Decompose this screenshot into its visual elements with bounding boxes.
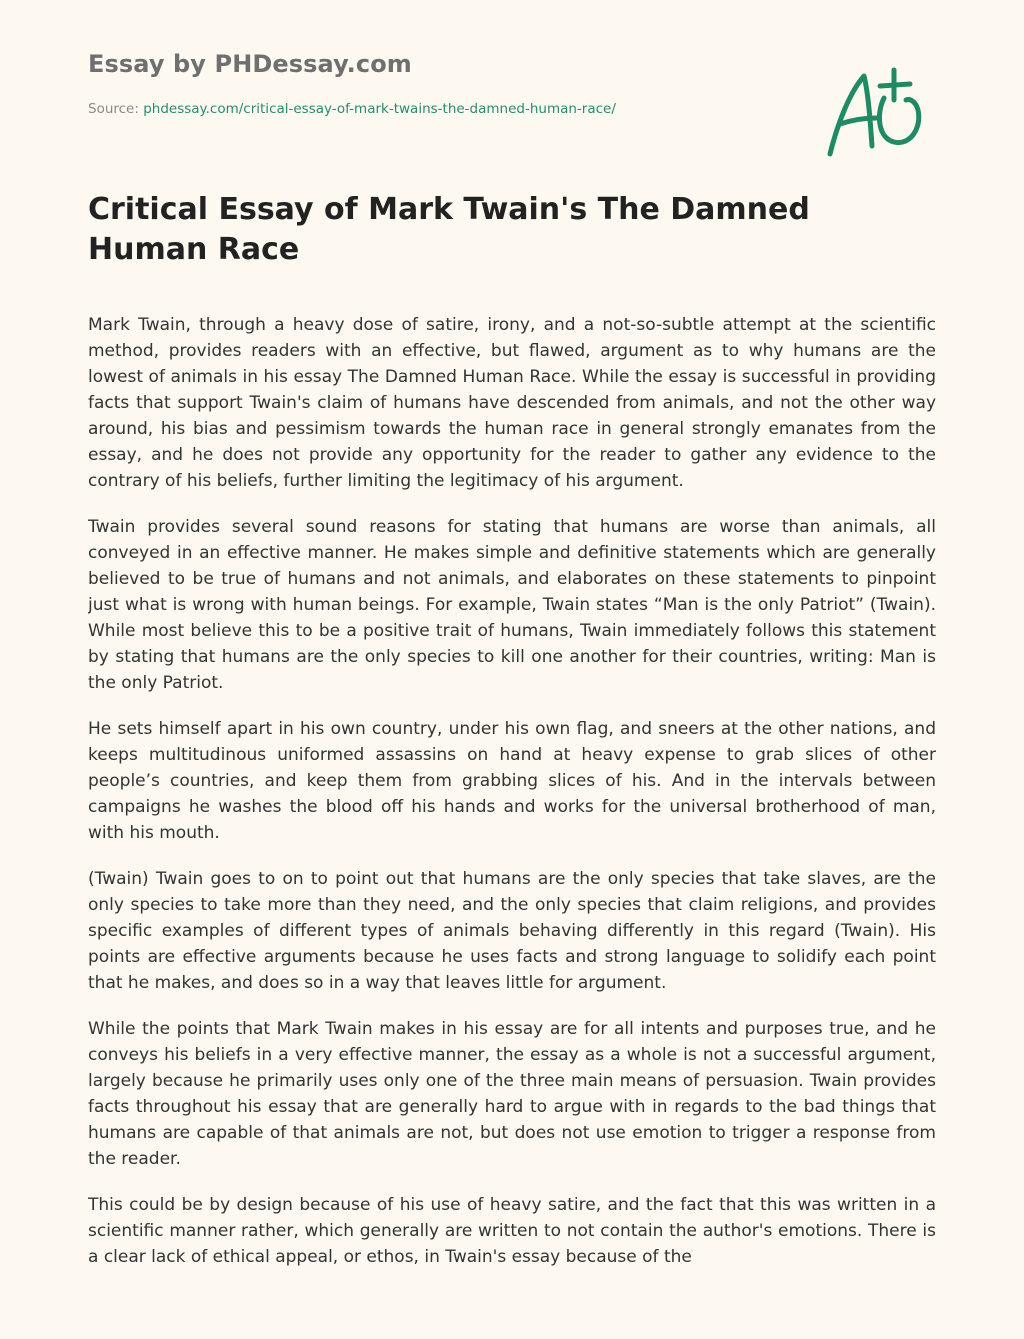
source-link[interactable]: phdessay.com/critical-essay-of-mark-twains-the-damned-human-race/ (143, 101, 616, 117)
source-label: Source: (88, 101, 144, 117)
paragraph: He sets himself apart in his own country, under his own flag, and sneers at the other nations, and keeps multitudinous uniformed assassins on hand at heavy expense to grab slices of other people’s countries, and keep them from grabbing slices of his. And in the intervals between campaigns he washes the blood off his hands and works for the universal brotherhood of man, with his mouth. (88, 719, 936, 843)
paragraph: Twain provides several sound reasons for stating that humans are worse than animals, all conveyed in an effective manner. He makes simple and definitive statements which are generally believed to be true of humans and not animals, and elaborates on these statements to pinpoint just what is wrong with human beings. For example, Twain states “Man is the only Patriot” (Twain). While most believe this to be a positive trait of humans, Twain immediately follows this statement by stating that humans are the only species to kill one another for their countries, writing: Man is the only Patriot. (88, 517, 936, 693)
page-title: Critical Essay of Mark Twain's The Damned Human Race (88, 192, 810, 267)
source-line (88, 101, 616, 117)
paragraph: Mark Twain, through a heavy dose of satire, irony, and a not-so-subtle attempt at the scientific method, provides readers with an effective, but flawed, argument as to why humans are the lowest of animals in his essay The Damned Human Race. While the essay is successful in providing facts that support Twain's claim of humans have descended from animals, and not the other way around, his bias and pessimism towards the human race in general strongly emanates from the essay, and he does not provide any opportunity for the reader to gather any evidence to the contrary of his beliefs, further limiting the legitimacy of his argument. (88, 315, 936, 491)
site-name: Essay by PHDessay.com (88, 50, 412, 78)
paragraph: While the points that Mark Twain makes in his essay are for all intents and purposes true, and he conveys his beliefs in a very effective manner, the essay as a whole is not a successful argument, largely because he primarily uses only one of the three main means of persuasion. Twain provides facts throughout his essay that are generally hard to argue with in regards to the bad things that humans are capable of that animals are not, but does not use emotion to trigger a response from the reader. (88, 1019, 936, 1169)
a-plus-grade-icon (818, 62, 930, 162)
paragraph: This could be by design because of his use of heavy satire, and the fact that this was written in a scientific manner rather, which generally are written to not contain the author's emotions. There is a clear lack of ethical appeal, or ethos, in Twain's essay because of the (88, 1195, 936, 1267)
paragraph: (Twain) Twain goes to on to point out that humans are the only species that take slaves, are the only species to take more than they need, and the only species that claim religions, and provides specific examples of different types of animals behaving differently in this regard (Twain). His points are effective arguments because he uses facts and strong language to solidify each point that he makes, and does so in a way that leaves little for argument. (88, 869, 936, 993)
essay-body (88, 312, 936, 1290)
